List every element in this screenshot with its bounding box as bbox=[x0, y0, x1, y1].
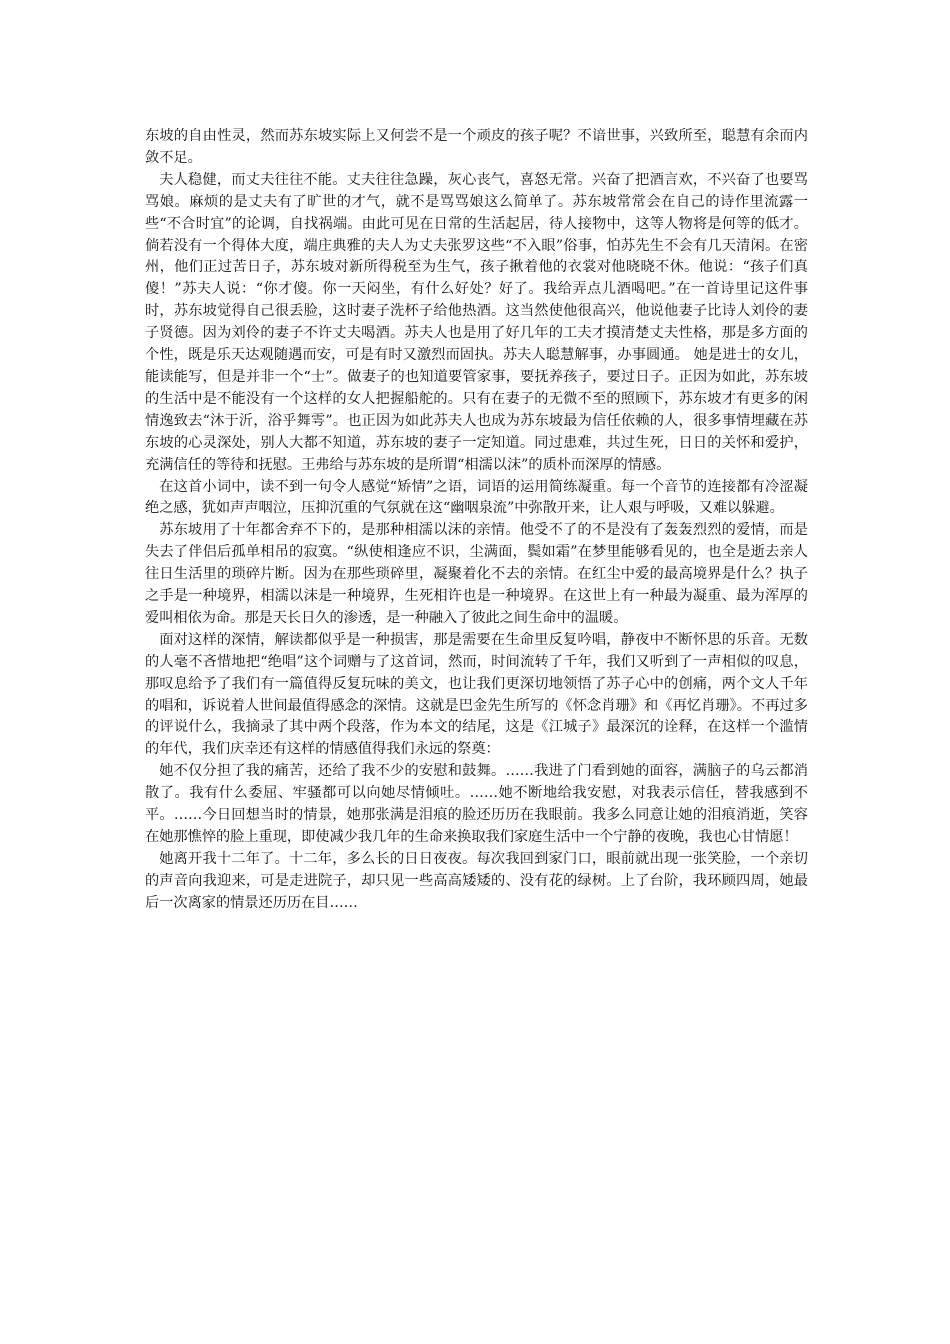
paragraph-1: 东坡的自由性灵，然而苏东坡实际上又何尝不是一个顽皮的孩子呢？不谙世事，兴致所至，聪慧有余而内敛不足。 bbox=[145, 128, 808, 166]
quote-paragraph-2: 她离开我十二年了。十二年，多么长的日日夜夜。每次我回到家门口，眼前就出现一张笑脸，一个亲切的声音向我迎来，可是走进院子，却只见一些高高矮矮的、没有花的绿树。上了台阶，我环顾四周，她最后一次离家的情景还历历在目…… bbox=[145, 850, 808, 911]
document-page bbox=[145, 126, 808, 915]
paragraph-2: 夫人稳健，而丈夫往往不能。丈夫往往急躁，灰心丧气，喜怒无常。兴奋了把酒言欢，不兴奋了也要骂骂娘。麻烦的是丈夫有了旷世的才气，就不是骂骂娘这么简单了。苏东坡常常会在自己的诗作里流露一些“不合时宜”的论调，自找祸端。由此可见在日常的生活起居，待人接物中，这等人物将是何等的低才。倘若没有一个得体大度，端庄典雅的夫人为丈夫张罗这些“不入眼”俗事，怕苏先生不会有几天清闲。在密州，他们正过苦日子，苏东坡对新所得税至为生气，孩子揪着他的衣裳对他晓晓不休。他说：“孩子们真傻！”苏夫人说：“你才傻。你一天闷坐，有什么好处？好了。我给弄点儿酒喝吧。”在一首诗里记这件事时，苏东坡觉得自己很丢脸，这时妻子洗杯子给他热酒。这当然使他很高兴，他说他妻子比诗人刘伶的妻子贤德。因为刘伶的妻子不许丈夫喝酒。苏夫人也是用了好几年的工夫才摸清楚丈夫性格，那是多方面的个性，既是乐天达观随遇而安，可是有时又激烈而固执。苏夫人聪慧解事，办事圆通。 她是进士的女儿，能读能写，但是并非一个“士”。做妻子的也知道要管家事，要抚养孩子，要过日子。正因为如此，苏东坡的生活中是不能没有一个这样的女人把握船舵的。只有在妻子的无微不至的照顾下，苏东坡才有更多的闲情逸致去“沐于沂，浴乎舞雩”。也正因为如此苏夫人也成为苏东坡最为信任依赖的人，很多事情埋藏在苏东坡的心灵深处，别人大都不知道，苏东坡的妻子一定知道。同过患难，共过生死，日日的关怀和爱护，充满信任的等待和抚慰。王弗给与苏东坡的是所谓“相濡以沫”的质朴而深厚的情感。 bbox=[145, 171, 808, 473]
paragraph-4: 苏东坡用了十年都舍弃不下的，是那种相濡以沫的亲情。他受不了的不是没有了轰轰烈烈的爱情，而是失去了伴侣后孤单相吊的寂寞。“纵使相逢应不识，尘满面，鬓如霜”在梦里能够看见的，也全是逝去亲人往日生活里的琐碎片断。因为在那些琐碎里，凝聚着化不去的亲情。在红尘中爱的最高境界是什么？执子之手是一种境界，相濡以沫是一种境界，生死相许也是一种境界。在这世上有一种最为凝重、最为浑厚的爱叫相依为命。那是天长日久的渗透，是一种融入了彼此之间生命中的温暖。 bbox=[145, 522, 808, 626]
quote-paragraph-1: 她不仅分担了我的痛苦，还给了我不少的安慰和鼓舞。……我进了门看到她的面容，满脑子的乌云都消散了。我有什么委屈、牢骚都可以向她尽情倾吐。……她不断地给我安慰，对我表示信任，替我感到不平。……今日回想当时的情景，她那张满是泪痕的脸还历历在我眼前。我多么同意让她的泪痕消逝，笑容在她那憔悴的脸上重现，即使减少我几年的生命来换取我们家庭生活中一个宁静的夜晚，我也心甘情愿！ bbox=[145, 763, 808, 845]
paragraph-5: 面对这样的深情，解读都似乎是一种损害，那是需要在生命里反复吟唱，静夜中不断怀思的乐音。无数的人毫不吝惜地把“绝唱”这个词赠与了这首词，然而，时间流转了千年，我们又听到了一声相似的叹息，那叹息给予了我们有一篇值得反复玩味的美文，也让我们更深切地领悟了苏子心中的创痛，两个文人千年的唱和，诉说着人世间最值得感念的深情。这就是巴金先生所写的《怀念肖珊》和《再忆肖珊》。不再过多的评说什么，我摘录了其中两个段落，作为本文的结尾，这是《江城子》最深沉的诠释，在这样一个滥情的年代，我们庆幸还有这样的情感值得我们永远的祭奠： bbox=[145, 631, 808, 758]
paragraph-3: 在这首小词中，读不到一句令人感觉“矫情”之语，词语的运用简练凝重。每一个音节的连接都有冷涩凝绝之感，犹如声声咽泣，压抑沉重的气氛就在这“幽咽泉流”中弥散开来，让人艰与呼吸，又难以躲避。 bbox=[145, 478, 808, 517]
